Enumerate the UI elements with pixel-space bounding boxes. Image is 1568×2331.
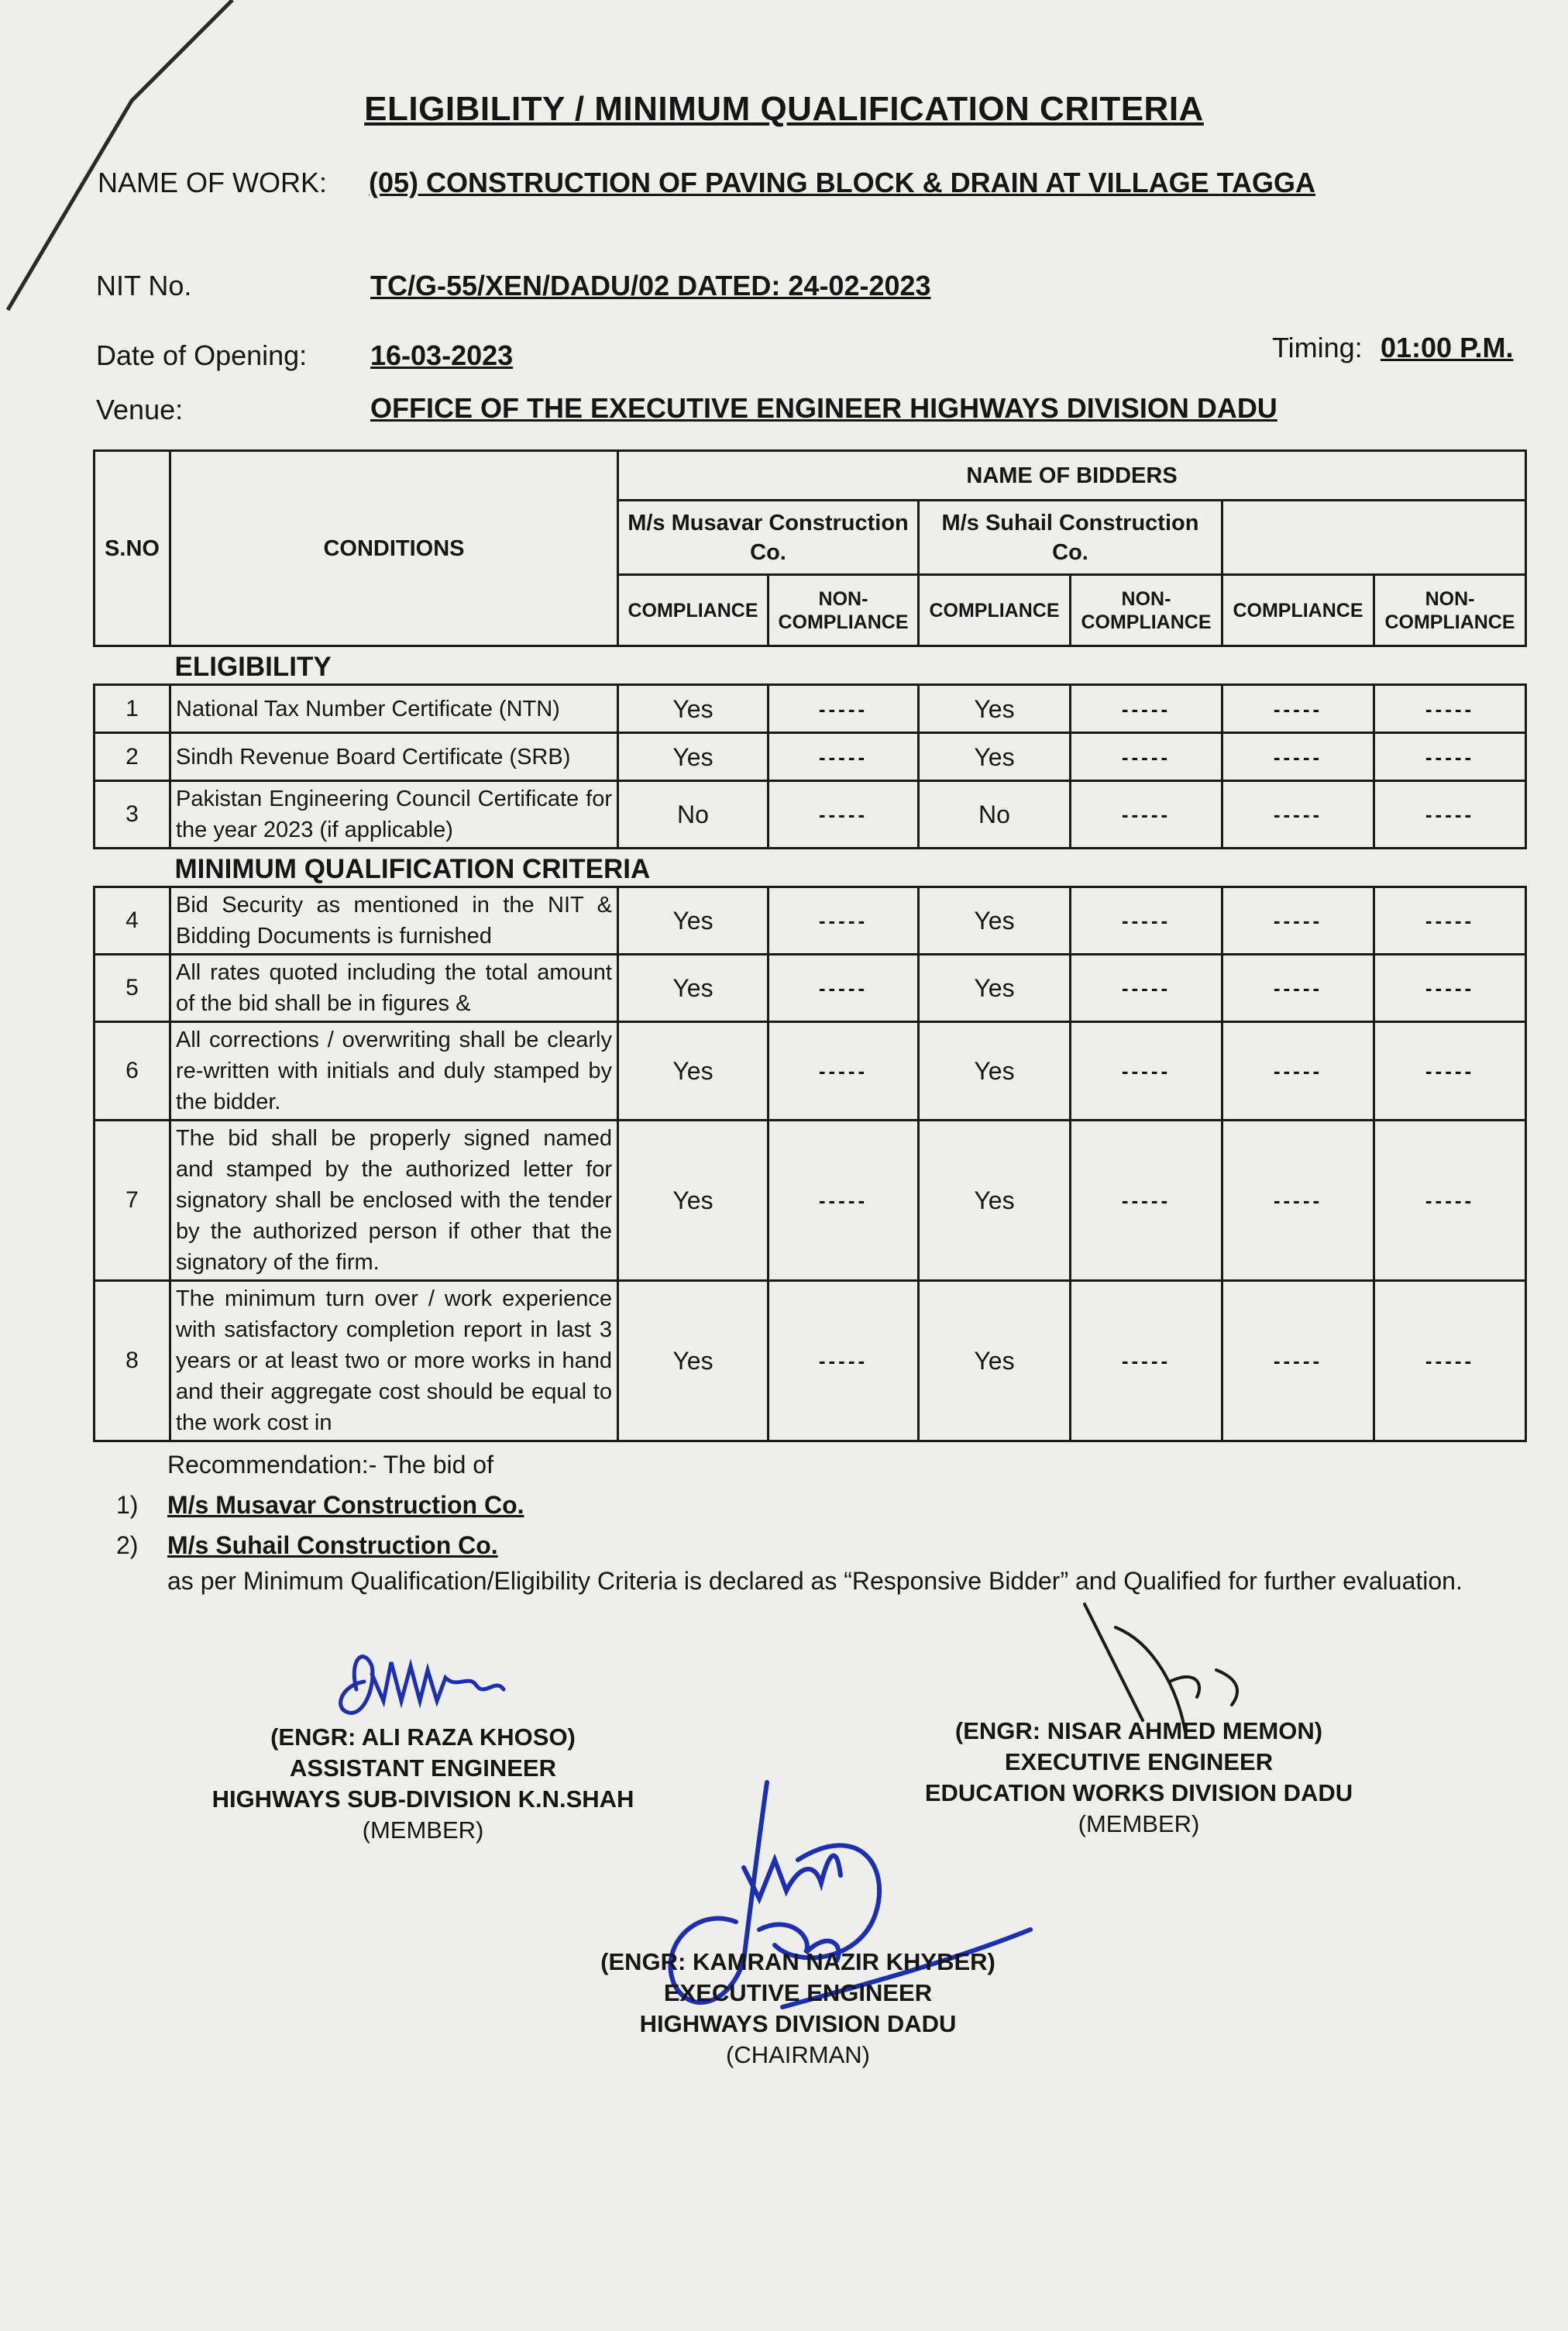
row-condition: Sindh Revenue Board Certificate (SRB) <box>170 733 618 781</box>
bidder-3-compliance: ----- <box>1222 781 1374 849</box>
bidder-2-non-compliance: ----- <box>1071 781 1222 849</box>
row-sno: 3 <box>95 781 170 849</box>
signatory-right-role: (MEMBER) <box>1078 1810 1200 1837</box>
section-min-qualification: MINIMUM QUALIFICATION CRITERIA <box>174 853 651 884</box>
bidder-2-compliance: Yes <box>919 1281 1071 1441</box>
bidder-3-non-compliance: ----- <box>1374 1022 1526 1121</box>
bidder-2-compliance: Yes <box>919 733 1071 781</box>
timing-label: Timing: <box>1272 332 1363 363</box>
table-row <box>95 733 1526 781</box>
page-title: ELIGIBILITY / MINIMUM QUALIFICATION CRITERIA <box>364 90 1204 128</box>
bidder-1-name: M/s Musavar Construction Co. <box>618 501 919 575</box>
row-condition: Bid Security as mentioned in the NIT & Bidding Documents is furnished <box>170 887 618 955</box>
bidder-3-compliance: ----- <box>1222 733 1374 781</box>
bidder-3-non-compliance: ----- <box>1374 781 1526 849</box>
bidder-3-compliance: ----- <box>1222 1121 1374 1281</box>
bidder-1-compliance: No <box>618 781 769 849</box>
signatory-left <box>191 1722 655 1846</box>
recommendation-intro: Recommendation:- The bid of <box>167 1451 493 1479</box>
bidder-2-non-compliance: ----- <box>1071 1121 1222 1281</box>
recommended-bidder-2: M/s Suhail Construction Co. <box>167 1531 498 1559</box>
recommended-bidder-1: M/s Musavar Construction Co. <box>167 1491 524 1519</box>
row-sno: 7 <box>95 1121 170 1281</box>
bidder-3-non-compliance: ----- <box>1374 1281 1526 1441</box>
bidder-1-compliance: Yes <box>618 685 769 733</box>
row-sno: 2 <box>95 733 170 781</box>
signatory-center-role: (CHAIRMAN) <box>726 2041 870 2068</box>
row-sno: 6 <box>95 1022 170 1121</box>
bidder-1-compliance: Yes <box>618 955 769 1022</box>
signatory-left-name: (ENGR: ALI RAZA KHOSO) <box>270 1723 576 1751</box>
bidders-header: NAME OF BIDDERS <box>618 451 1526 501</box>
row-condition: Pakistan Engineering Council Certificate for the year 2023 (if applicable) <box>170 781 618 849</box>
bidder-2-compliance: Yes <box>919 887 1071 955</box>
bidder-3-non-compliance: ----- <box>1374 685 1526 733</box>
bidder-3-non-compliance: ----- <box>1374 887 1526 955</box>
name-of-work: (05) CONSTRUCTION OF PAVING BLOCK & DRAIN AT VILLAGE TAGGA <box>369 167 1315 198</box>
compliance-header: COMPLIANCE <box>919 575 1071 646</box>
table-row <box>95 1281 1526 1441</box>
bidder-2-compliance: Yes <box>919 1022 1071 1121</box>
bidder-3-compliance: ----- <box>1222 685 1374 733</box>
non-compliance-header: NON-COMPLIANCE <box>769 575 919 646</box>
bidder-3-compliance: ----- <box>1222 887 1374 955</box>
bidder-2-non-compliance: ----- <box>1071 733 1222 781</box>
row-sno: 5 <box>95 955 170 1022</box>
conditions-header: CONDITIONS <box>170 451 618 646</box>
bidder-1-compliance: Yes <box>618 1281 769 1441</box>
bidder-1-non-compliance: ----- <box>769 887 919 955</box>
bidder-1-non-compliance: ----- <box>769 781 919 849</box>
bidder-2-name: M/s Suhail Construction Co. <box>919 501 1222 575</box>
bidder-3-name <box>1222 501 1526 575</box>
row-condition: All corrections / overwriting shall be clearly re-written with initials and duly stamped by the bidder. <box>170 1022 618 1121</box>
signatory-right-title: EXECUTIVE ENGINEER <box>1004 1748 1274 1775</box>
signature-left <box>310 1643 542 1728</box>
opening-label: Date of Opening: <box>96 339 308 371</box>
signatory-center-name: (ENGR: KAMRAN NAZIR KHYBER) <box>600 1948 995 1975</box>
compliance-header: COMPLIANCE <box>618 575 769 646</box>
row-condition: The minimum turn over / work experience with satisfactory completion report in last 3 years or at least two or more works in hand and their aggregate cost should be equal to the work cost in <box>170 1281 618 1441</box>
bidder-1-non-compliance: ----- <box>769 1022 919 1121</box>
bidder-2-non-compliance: ----- <box>1071 955 1222 1022</box>
table-row <box>95 1022 1526 1121</box>
bidder-1-compliance: Yes <box>618 1121 769 1281</box>
non-compliance-header: NON-COMPLIANCE <box>1071 575 1222 646</box>
venue-value: OFFICE OF THE EXECUTIVE ENGINEER HIGHWAYS DIVISION DADU <box>370 392 1277 424</box>
recommendation-statement: as per Minimum Qualification/Eligibility Criteria is declared as “Responsive Bidder” and Qualified for further evaluation. <box>167 1567 1463 1595</box>
bidder-2-non-compliance: ----- <box>1071 1022 1222 1121</box>
bidder-1-compliance: Yes <box>618 1022 769 1121</box>
bidder-2-non-compliance: ----- <box>1071 685 1222 733</box>
bidder-1-non-compliance: ----- <box>769 733 919 781</box>
opening-date: 16-03-2023 <box>370 339 514 371</box>
name-of-work-label: NAME OF WORK: <box>98 167 327 198</box>
bidder-2-compliance: Yes <box>919 685 1071 733</box>
venue-label: Venue: <box>96 394 184 425</box>
timing-value: 01:00 P.M. <box>1381 332 1514 363</box>
bidder-2-compliance: No <box>919 781 1071 849</box>
bidder-1-compliance: Yes <box>618 887 769 955</box>
row-sno: 8 <box>95 1281 170 1441</box>
signatory-left-title: ASSISTANT ENGINEER <box>290 1754 556 1782</box>
table-row <box>95 1121 1526 1281</box>
signatory-left-role: (MEMBER) <box>362 1816 484 1844</box>
nit-number: TC/G-55/XEN/DADU/02 DATED: 24-02-2023 <box>370 270 931 301</box>
row-condition: All rates quoted including the total amount of the bid shall be in figures & <box>170 955 618 1022</box>
table-row <box>95 887 1526 955</box>
bidder-1-non-compliance: ----- <box>769 1281 919 1441</box>
row-sno: 4 <box>95 887 170 955</box>
bidder-3-compliance: ----- <box>1222 1022 1374 1121</box>
bidder-3-non-compliance: ----- <box>1374 955 1526 1022</box>
row-sno: 1 <box>95 685 170 733</box>
signatory-right-name: (ENGR: NISAR AHMED MEMON) <box>954 1717 1323 1744</box>
bidder-2-compliance: Yes <box>919 955 1071 1022</box>
signatory-right-office: EDUCATION WORKS DIVISION DADU <box>924 1779 1353 1806</box>
section-eligibility: ELIGIBILITY <box>174 651 332 682</box>
bidder-1-non-compliance: ----- <box>769 685 919 733</box>
row-condition: National Tax Number Certificate (NTN) <box>170 685 618 733</box>
bidder-2-compliance: Yes <box>919 1121 1071 1281</box>
recommendation-num-2: 2) <box>116 1531 139 1559</box>
bidder-2-non-compliance: ----- <box>1071 1281 1222 1441</box>
bidder-1-non-compliance: ----- <box>769 955 919 1022</box>
bidder-3-compliance: ----- <box>1222 1281 1374 1441</box>
row-condition: The bid shall be properly signed named and stamped by the authorized letter for signatory shall be enclosed with the tender by the authorized person if other that the signatory of the firm. <box>170 1121 618 1281</box>
signatory-center <box>566 1947 1030 2071</box>
bidder-3-compliance: ----- <box>1222 955 1374 1022</box>
nit-label: NIT No. <box>96 270 192 301</box>
table-row <box>95 955 1526 1022</box>
table-row <box>95 781 1526 849</box>
signatory-left-office: HIGHWAYS SUB-DIVISION K.N.SHAH <box>211 1785 634 1813</box>
signatory-center-office: HIGHWAYS DIVISION DADU <box>639 2010 957 2037</box>
recommendation-num-1: 1) <box>116 1491 139 1519</box>
bidder-3-non-compliance: ----- <box>1374 733 1526 781</box>
sno-header: S.NO <box>95 451 170 646</box>
compliance-header: COMPLIANCE <box>1222 575 1374 646</box>
bidder-1-non-compliance: ----- <box>769 1121 919 1281</box>
bidder-2-non-compliance: ----- <box>1071 887 1222 955</box>
table-row <box>95 685 1526 733</box>
bidder-3-non-compliance: ----- <box>1374 1121 1526 1281</box>
criteria-table <box>93 449 1527 1442</box>
non-compliance-header: NON-COMPLIANCE <box>1374 575 1526 646</box>
bidder-1-compliance: Yes <box>618 733 769 781</box>
signatory-center-title: EXECUTIVE ENGINEER <box>663 1979 933 2006</box>
